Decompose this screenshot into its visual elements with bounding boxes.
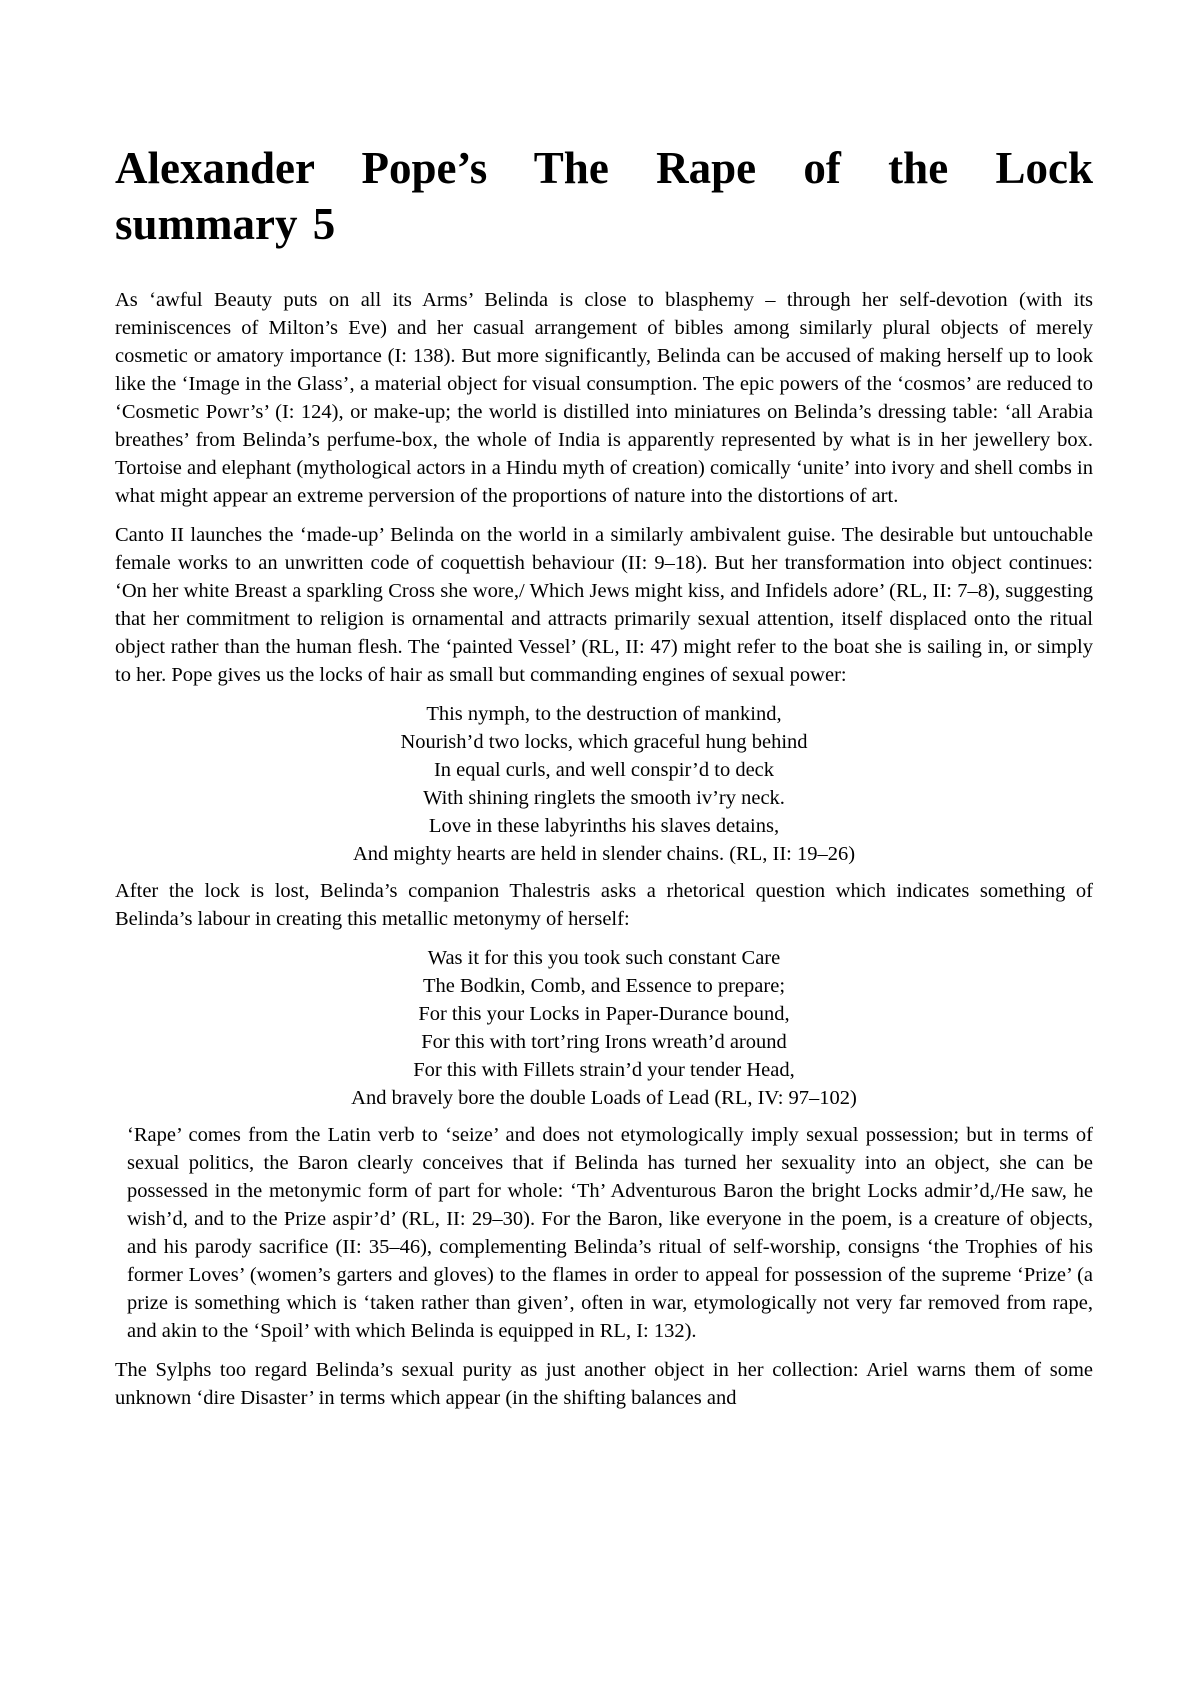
verse-quote-thalestris	[115, 944, 1093, 1112]
verse-line: With shining ringlets the smooth iv’ry neck.	[423, 787, 785, 809]
verse-line: The Bodkin, Comb, and Essence to prepare;	[422, 975, 786, 997]
paragraph-belinda-dressing: As ‘awful Beauty puts on all its Arms’ Belinda is close to blasphemy – through her self-devotion (with its reminiscences of Milton’s Eve) and her casual arrangement of bibles among similarly plural objects of merely cosmetic or amatory importance (I: 138). But more significantly, Belinda can be accused of making herself up to look like the ‘Image in the Glass’, a material object for visual consumption. The epic powers of the ‘cosmos’ are reduced to ‘Cosmetic Powr’s’ (I: 124), or make-up; the world is distilled into miniatures on Belinda’s dressing table: ‘all Arabia breathes’ from Belinda’s perfume-box, the whole of India is apparently represented by what is in her jewellery box. Tortoise and elephant (mythological actors in a Hindu myth of creation) comically ‘unite’ into ivory and shell combs in what might appear an extreme perversion of the proportions of nature into the distortions of art.	[115, 289, 1093, 507]
paragraph-rape-etymology: ‘Rape’ comes from the Latin verb to ‘seize’ and does not etymologically imply sexual possession; but in terms of sexual politics, the Baron clearly conceives that if Belinda has turned her sexuality into an object, she can be possessed in the metonymic form of part for whole: ‘Th’ Adventurous Baron the bright Locks admir’d,/He saw, he wish’d, and to the Prize aspir’d’ (RL, II: 29–30). For the Baron, like everyone in the poem, is a creature of objects, and his parody sacrifice (II: 35–46), complementing Belinda’s ritual of self-worship, consigns ‘the Trophies of his former Loves’ (women’s garters and gloves) to the flames in order to appeal for possession of the supreme ‘Prize’ (a prize is something which is ‘taken rather than given’, often in war, etymologically not very far removed from rape, and akin to the ‘Spoil’ with which Belinda is equipped in RL, I: 132).	[127, 1124, 1093, 1342]
verse-line: Nourish’d two locks, which graceful hung behind	[400, 731, 808, 753]
verse-line: And bravely bore the double Loads of Lead (RL, IV: 97–102)	[351, 1087, 857, 1109]
verse-line: This nymph, to the destruction of mankind,	[426, 703, 782, 725]
paragraph-sylphs: The Sylphs too regard Belinda’s sexual purity as just another object in her collection: Ariel warns them of some unknown ‘dire Disaster’ in terms which appear (in the shifting balances and	[115, 1359, 1093, 1409]
verse-quote-nymph	[115, 700, 1093, 868]
document-page	[115, 140, 1093, 1423]
document-title: Alexander Pope’s The Rape of the Lock summary 5	[115, 143, 1093, 249]
verse-line: For this your Locks in Paper-Durance bound,	[418, 1003, 790, 1025]
verse-line: Was it for this you took such constant Care	[427, 947, 781, 969]
paragraph-thalestris: After the lock is lost, Belinda’s companion Thalestris asks a rhetorical question which indicates something of Belinda’s labour in creating this metallic metonymy of herself:	[115, 880, 1093, 930]
verse-line: For this with Fillets strain’d your tender Head,	[413, 1059, 795, 1081]
verse-line: And mighty hearts are held in slender chains. (RL, II: 19–26)	[352, 843, 856, 865]
verse-line: Love in these labyrinths his slaves detains,	[428, 815, 780, 837]
verse-line: For this with tort’ring Irons wreath’d around	[421, 1031, 787, 1053]
paragraph-canto-ii: Canto II launches the ‘made-up’ Belinda on the world in a similarly ambivalent guise. The desirable but untouchable female works to an unwritten code of coquettish behaviour (II: 9–18). But her transformation into object continues: ‘On her white Breast a sparkling Cross she wore,/ Which Jews might kiss, and Infidels adore’ (RL, II: 7–8), suggesting that her commitment to religion is ornamental and attracts primarily sexual attention, itself displaced onto the ritual object rather than the human flesh. The ‘painted Vessel’ (RL, II: 47) might refer to the boat she is sailing in, or simply to her. Pope gives us the locks of hair as small but commanding engines of sexual power:	[115, 524, 1093, 686]
verse-line: In equal curls, and well conspir’d to deck	[433, 759, 775, 781]
